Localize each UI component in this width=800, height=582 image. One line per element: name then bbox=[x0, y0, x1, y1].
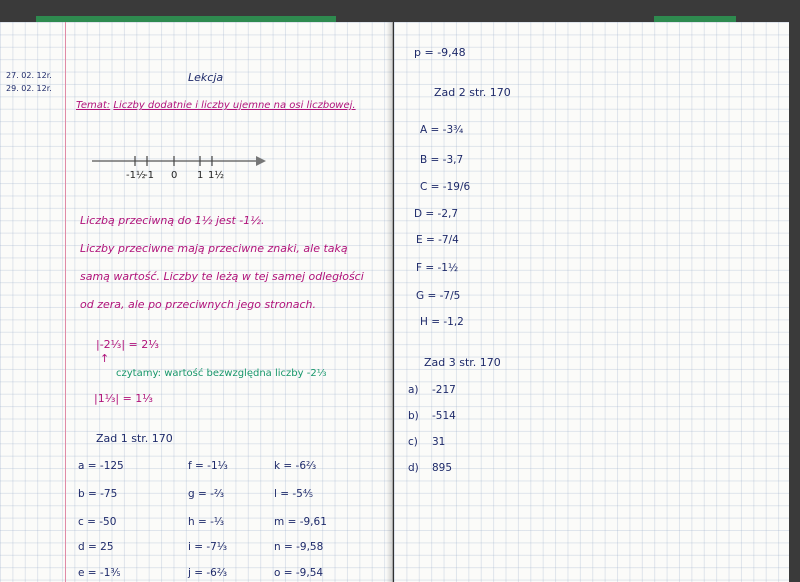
task3-answer: -514 bbox=[432, 410, 456, 422]
paragraph-line: samą wartość. Liczby te leżą w tej samej odległości bbox=[80, 270, 364, 283]
tick-label: -1 bbox=[144, 170, 154, 181]
task1-answer: a = -125 bbox=[78, 460, 124, 472]
task1-answer: f = -1⅓ bbox=[188, 460, 228, 472]
left-page bbox=[0, 22, 393, 582]
task2-answer: D = -2,7 bbox=[414, 208, 459, 220]
task1-answer: e = -1⅗ bbox=[78, 567, 121, 579]
task2-title: Zad 2 str. 170 bbox=[434, 86, 511, 99]
lesson-dates bbox=[6, 69, 52, 95]
task2-answer: E = -7/4 bbox=[416, 234, 459, 246]
task1-answer: g = -⅔ bbox=[188, 488, 225, 500]
task1-answer: k = -6⅔ bbox=[274, 460, 317, 472]
task3-answer: 31 bbox=[432, 436, 446, 448]
task3-title: Zad 3 str. 170 bbox=[424, 356, 501, 369]
topic-label: Temat: bbox=[76, 100, 111, 111]
tick-label: 1½ bbox=[208, 170, 225, 181]
paragraph-line: od zera, ale po przeciwnych jego stronach. bbox=[80, 298, 316, 311]
margin-line bbox=[65, 22, 66, 582]
tick-label: 0 bbox=[171, 170, 178, 181]
task2-answer: G = -7/5 bbox=[416, 290, 461, 302]
task1-answer: m = -9,61 bbox=[274, 516, 327, 528]
task1-answer: o = -9,54 bbox=[274, 567, 324, 579]
p-answer: p = -9,48 bbox=[414, 46, 466, 59]
date-1: 27. 02. 12r. bbox=[6, 71, 52, 80]
task2-answer: F = -1½ bbox=[416, 262, 459, 274]
task2-answer: A = -3¾ bbox=[420, 124, 464, 136]
task2-answer: H = -1,2 bbox=[420, 316, 464, 328]
read-as-note: czytamy: wartość bezwzględna liczby -2⅓ bbox=[116, 368, 327, 379]
task1-answer: b = -75 bbox=[78, 488, 118, 500]
arrow-up-icon: ↑ bbox=[100, 352, 110, 365]
tick-label: 1 bbox=[197, 170, 204, 181]
task1-answer: l = -5⅘ bbox=[274, 488, 314, 500]
task1-answer: i = -7⅓ bbox=[188, 541, 228, 553]
task1-answer: d = 25 bbox=[78, 541, 114, 553]
task1-title: Zad 1 str. 170 bbox=[96, 432, 173, 445]
task2-answer: C = -19/6 bbox=[420, 181, 471, 193]
topic-text: Liczby dodatnie i liczby ujemne na osi liczbowej. bbox=[113, 100, 356, 111]
task1-answer: n = -9,58 bbox=[274, 541, 324, 553]
paragraph-line: Liczbą przeciwną do 1½ jest -1½. bbox=[80, 214, 265, 227]
tick-label: -1½ bbox=[126, 170, 146, 181]
task3-answer: -217 bbox=[432, 384, 456, 396]
task1-answer: h = -⅓ bbox=[188, 516, 225, 528]
task3-answer: 895 bbox=[432, 462, 453, 474]
task1-answer: j = -6⅔ bbox=[188, 567, 228, 579]
task2-answer: B = -3,7 bbox=[420, 154, 464, 166]
lesson-title: Lekcja bbox=[188, 71, 224, 84]
absolute-value-example-2: |1⅓| = 1⅓ bbox=[94, 392, 153, 405]
lesson-topic bbox=[76, 100, 356, 111]
paragraph-line: Liczby przeciwne mają przeciwne znaki, ale taką bbox=[80, 242, 348, 255]
date-2: 29. 02. 12r. bbox=[6, 84, 52, 93]
task1-answer: c = -50 bbox=[78, 516, 117, 528]
absolute-value-example: |-2⅓| = 2⅓ bbox=[96, 338, 159, 351]
number-line bbox=[90, 150, 270, 182]
task3-label: d) bbox=[408, 462, 419, 474]
right-page bbox=[394, 22, 789, 582]
number-line-arrowhead bbox=[256, 156, 266, 166]
task3-label: b) bbox=[408, 410, 419, 422]
task3-label: c) bbox=[408, 436, 418, 448]
task3-label: a) bbox=[408, 384, 419, 396]
